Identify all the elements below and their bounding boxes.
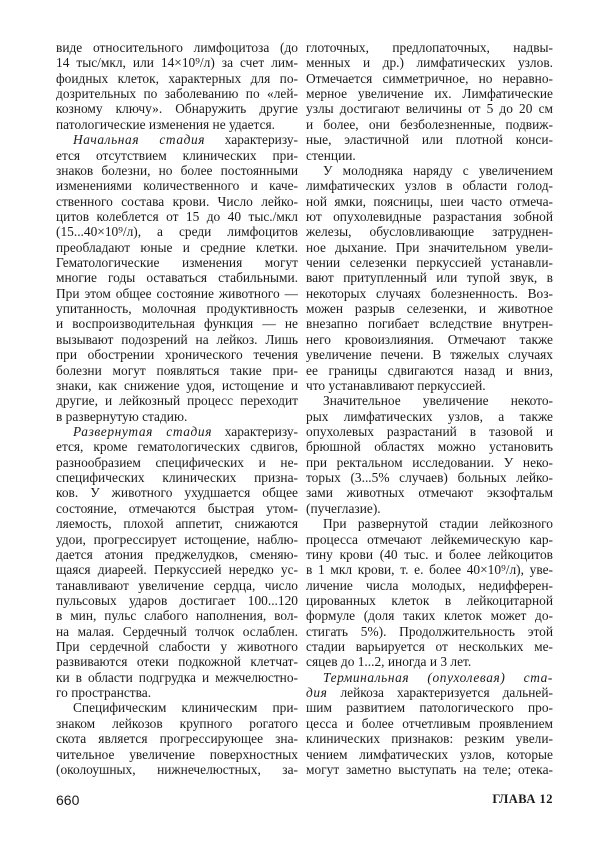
text-line xyxy=(56,378,298,393)
text-line xyxy=(56,439,298,454)
text-line xyxy=(306,470,553,485)
italic-term: Терминальная (опухолевая) ста- xyxy=(323,669,553,685)
text-line xyxy=(306,332,553,347)
text-line xyxy=(306,301,553,316)
line-text: ков. У животного ухудшается общее xyxy=(56,485,298,501)
text-line xyxy=(306,178,553,193)
text-line xyxy=(306,71,553,86)
text-line xyxy=(306,132,553,147)
text-line xyxy=(306,485,553,500)
line-text: чении селезенки перкуссией устанавли- xyxy=(306,255,553,271)
line-text: зами животных отмечают экзофтальм xyxy=(306,485,553,501)
line-text: ные, эластичной или плотной конси- xyxy=(306,132,553,148)
text-line xyxy=(56,731,298,746)
text-line xyxy=(306,762,553,777)
line-text: брюшной областях можно установить xyxy=(306,439,553,455)
line-text: У молодняка наряду с увеличением xyxy=(323,162,553,178)
text-line xyxy=(306,148,553,163)
line-text: вают притупленный или тупой звук, в xyxy=(306,270,553,286)
line-text: ной ямки, поясницы, шеи часто отмеча- xyxy=(306,193,553,209)
line-text: глоточных, предлопаточных, надвы- xyxy=(306,40,553,55)
text-line xyxy=(306,670,553,685)
text-line xyxy=(306,347,553,362)
line-text: ное дыхание. При значительном увели- xyxy=(306,239,553,255)
line-text: (пучеглазие). xyxy=(306,500,381,516)
text-line xyxy=(56,40,298,55)
line-text: мерное увеличение их. Лимфатические xyxy=(306,86,553,102)
line-text: опухолевых разрастаний в тазовой и xyxy=(306,423,553,439)
line-text: могут заметно выступать на теле; отека- xyxy=(306,761,553,777)
text-line xyxy=(56,71,298,86)
line-text: торых (3...5% случаев) больных лейко- xyxy=(306,470,553,486)
text-line xyxy=(306,363,553,378)
italic-term: Начальная стадия xyxy=(73,132,206,148)
line-text: (околоушных, нижнечелюстных, за- xyxy=(56,761,298,777)
line-text: чительное увеличение поверхностных xyxy=(56,746,298,762)
text-line xyxy=(306,55,553,70)
text-line xyxy=(56,301,298,316)
text-line xyxy=(56,55,298,70)
line-text: Отмечается симметричное, но неравно- xyxy=(306,70,553,86)
text-line xyxy=(306,654,553,669)
italic-term: Развернутая стадия xyxy=(73,423,213,439)
line-text: узлы достигают величины от 5 до 20 см xyxy=(306,101,553,117)
line-text: процесса отмечают лейкемическую кар- xyxy=(306,531,553,547)
line-text: знаком лейкозов крупного рогатого xyxy=(56,715,298,731)
line-text: упитанность, молочная продуктивность xyxy=(56,301,298,317)
line-text: вызывают подозрений на лейкоз. Лишь xyxy=(56,331,298,347)
line-text: удои, прогрессирует истощение, наблю- xyxy=(56,531,298,547)
line-text: и более, они безболезненные, подвиж- xyxy=(306,116,553,132)
text-line xyxy=(56,224,298,239)
text-line xyxy=(56,332,298,347)
text-line xyxy=(306,424,553,439)
text-line xyxy=(56,639,298,654)
line-text: стигать 5%). Продолжительность этой xyxy=(306,623,553,639)
line-text: Специфическим клиническим при- xyxy=(73,700,298,716)
line-text: тину крови (40 тыс. и более лейкоцитов xyxy=(306,546,553,562)
line-text: ственного состава крови. Число лейко- xyxy=(56,193,298,209)
text-line xyxy=(306,593,553,608)
line-text: разнообразием специфических и не- xyxy=(56,454,298,470)
text-line xyxy=(56,470,298,485)
text-line xyxy=(306,224,553,239)
line-text: дается атония преджелудков, сменяю- xyxy=(56,546,298,562)
text-line xyxy=(56,163,298,178)
text-line xyxy=(56,593,298,608)
text-line xyxy=(306,378,553,393)
text-line xyxy=(56,194,298,209)
text-line xyxy=(306,86,553,101)
text-line xyxy=(56,762,298,777)
line-text: козному ключу». Обнаружить другие xyxy=(56,101,298,117)
text-line xyxy=(306,547,553,562)
text-line xyxy=(56,178,298,193)
text-line xyxy=(56,209,298,224)
text-line xyxy=(56,316,298,331)
line-text: стадии варьируется от нескольких ме- xyxy=(306,639,553,655)
text-line xyxy=(56,516,298,531)
text-line xyxy=(56,132,298,147)
text-line xyxy=(306,316,553,331)
line-text: формуле (доля таких клеток может до- xyxy=(306,608,553,624)
text-line xyxy=(306,270,553,285)
line-text: лимфатических узлов в области голод- xyxy=(306,178,553,194)
text-line xyxy=(306,194,553,209)
line-text: менных и др.) лимфатических узлов. xyxy=(306,55,553,71)
line-text: в 1 мкл крови, т. е. более 40×10⁹/л), уве- xyxy=(306,562,553,578)
text-line xyxy=(306,240,553,255)
text-line xyxy=(56,670,298,685)
line-text: преобладают юные и средние клетки. xyxy=(56,239,298,255)
line-text: стенции. xyxy=(306,147,356,163)
text-line xyxy=(56,608,298,623)
text-line xyxy=(306,455,553,470)
text-line xyxy=(306,501,553,516)
text-line xyxy=(56,393,298,408)
text-line xyxy=(306,578,553,593)
text-line xyxy=(56,347,298,362)
text-line xyxy=(56,685,298,700)
text-line xyxy=(56,424,298,439)
line-text: чением лимфатических узлов, которые xyxy=(306,746,553,762)
line-text: скота является прогрессирующее зна- xyxy=(56,731,298,747)
text-line xyxy=(56,700,298,715)
text-line xyxy=(56,363,298,378)
line-text: развиваются отеки подкожной клетчат- xyxy=(56,654,298,670)
text-line xyxy=(56,624,298,639)
line-text: знаки, как снижение удоя, истощение и xyxy=(56,377,298,393)
text-line xyxy=(306,716,553,731)
text-line xyxy=(56,86,298,101)
text-line xyxy=(56,547,298,562)
page-number: 660 xyxy=(56,792,80,808)
text-line xyxy=(56,409,298,424)
line-text: ется, кроме гематологических сдвигов, xyxy=(56,439,298,455)
text-line xyxy=(306,117,553,132)
line-text: специфических клинических призна- xyxy=(56,470,298,486)
line-text: ляемость, плохой аппетит, снижаются xyxy=(56,516,298,532)
line-text: пульсовых ударов достигает 100...120 xyxy=(56,592,298,608)
line-text: изменениями количественного и каче- xyxy=(56,178,298,194)
line-text: 14 тыс/мкл, или 14×10⁹/л) за счет лим- xyxy=(56,55,298,71)
text-line xyxy=(306,562,553,577)
line-text: многие годы оставаться стабильными. xyxy=(56,270,298,286)
text-line xyxy=(56,716,298,731)
line-text: Гематологические изменения могут xyxy=(56,255,298,271)
line-text: личение числа молодых, недифферен- xyxy=(306,577,553,593)
line-text: железы, обусловливающие затруднен- xyxy=(306,224,553,240)
text-line xyxy=(306,516,553,531)
running-head: ГЛАВА 12 xyxy=(492,792,553,806)
text-line xyxy=(56,455,298,470)
line-text: При этом общее состояние животного — xyxy=(56,285,298,301)
text-line xyxy=(306,163,553,178)
text-line xyxy=(306,731,553,746)
text-line xyxy=(56,654,298,669)
text-line xyxy=(56,578,298,593)
text-line xyxy=(306,255,553,270)
text-line xyxy=(306,639,553,654)
text-line xyxy=(306,286,553,301)
line-text: ее границы сдвигаются назад и вниз, xyxy=(306,362,553,378)
line-text: виде относительного лимфоцитоза (до xyxy=(56,40,298,55)
line-text: другие, и лейкозный процесс переходит xyxy=(56,393,298,409)
text-line xyxy=(56,485,298,500)
text-line xyxy=(56,286,298,301)
text-line xyxy=(306,409,553,424)
line-text: него кровоизлияния. Отмечают также xyxy=(306,331,553,347)
text-line xyxy=(56,562,298,577)
text-line xyxy=(56,101,298,116)
line-text: рых лимфатических узлов, а также xyxy=(306,408,553,424)
line-text: (15...40×10⁹/л), а среди лимфоцитов xyxy=(56,224,298,240)
line-text: на малая. Сердечный толчок ослаблен. xyxy=(56,623,298,639)
text-column-right xyxy=(306,40,553,777)
text-line xyxy=(56,747,298,762)
line-text: увеличение печени. В тяжелых случаях xyxy=(306,347,553,363)
text-line xyxy=(56,270,298,285)
text-column-left xyxy=(56,40,298,777)
line-text: шим развитием патологического про- xyxy=(306,700,553,716)
line-text: сяцев до 1...2, иногда и 3 лет. xyxy=(306,654,472,670)
line-text: щаяся диареей. Перкуссией нередко ус- xyxy=(56,562,298,578)
line-text: что устанавливают перкуссией. xyxy=(306,377,486,393)
line-text: можен разрыв селезенки, и животное xyxy=(306,301,553,317)
line-text: цитов колеблется от 15 до 40 тыс./мкл xyxy=(56,208,298,224)
text-line xyxy=(306,439,553,454)
line-text: внезапно погибает вследствие внутрен- xyxy=(306,316,553,332)
line-text: При сердечной слабости у животного xyxy=(56,639,298,655)
text-line xyxy=(56,532,298,547)
text-line xyxy=(56,255,298,270)
text-line xyxy=(306,209,553,224)
text-line xyxy=(56,117,298,132)
text-line xyxy=(56,148,298,163)
line-text: цесса и более отчетливым проявлением xyxy=(306,715,553,731)
line-text: фоидных клеток, характерных для по- xyxy=(56,70,298,86)
line-text: лейкоза характеризуется дальней- xyxy=(327,685,553,701)
line-text: При развернутой стадии лейкозного xyxy=(323,516,553,532)
text-line xyxy=(306,624,553,639)
text-line xyxy=(56,501,298,516)
line-text: характеризу- xyxy=(205,132,298,148)
text-line xyxy=(306,700,553,715)
line-text: цированных клеток в лейкоцитарной xyxy=(306,592,553,608)
text-line xyxy=(306,747,553,762)
line-text: клинических признаков: резким увели- xyxy=(306,731,553,747)
line-text: некоторых случаях болезненность. Воз- xyxy=(306,285,553,301)
text-line xyxy=(306,685,553,700)
line-text: знаков болезни, но более постоянными xyxy=(56,162,298,178)
line-text: характеризу- xyxy=(212,423,298,439)
line-text: дозрительных по заболеванию по «лей- xyxy=(56,86,298,102)
line-text: состояние, отмечаются быстрая утом- xyxy=(56,500,298,516)
line-text: и воспроизводительная функция — не xyxy=(56,316,298,332)
line-text: в развернутую стадию. xyxy=(56,408,188,424)
italic-term: дия xyxy=(306,685,328,701)
line-text: патологические изменения не удается. xyxy=(56,116,276,132)
text-line xyxy=(306,532,553,547)
text-line xyxy=(306,101,553,116)
text-line xyxy=(306,393,553,408)
line-text: Значительное увеличение некото- xyxy=(323,393,553,409)
line-text: го пространства. xyxy=(56,685,152,701)
line-text: при обострении хронического течения xyxy=(56,347,298,363)
line-text: болезни могут появляться такие при- xyxy=(56,362,298,378)
line-text: ки в области подгрудка и межчелюстно- xyxy=(56,669,298,685)
text-line xyxy=(306,608,553,623)
line-text: танавливают увеличение сердца, число xyxy=(56,577,298,593)
line-text: в мин, пульс слабого наполнения, вол- xyxy=(56,608,298,624)
text-line xyxy=(56,240,298,255)
line-text: ют опухолевидные разрастания зобной xyxy=(306,208,553,224)
text-line xyxy=(306,40,553,55)
line-text: при ректальном исследовании. У неко- xyxy=(306,454,553,470)
line-text: ется отсутствием клинических при- xyxy=(56,147,298,163)
